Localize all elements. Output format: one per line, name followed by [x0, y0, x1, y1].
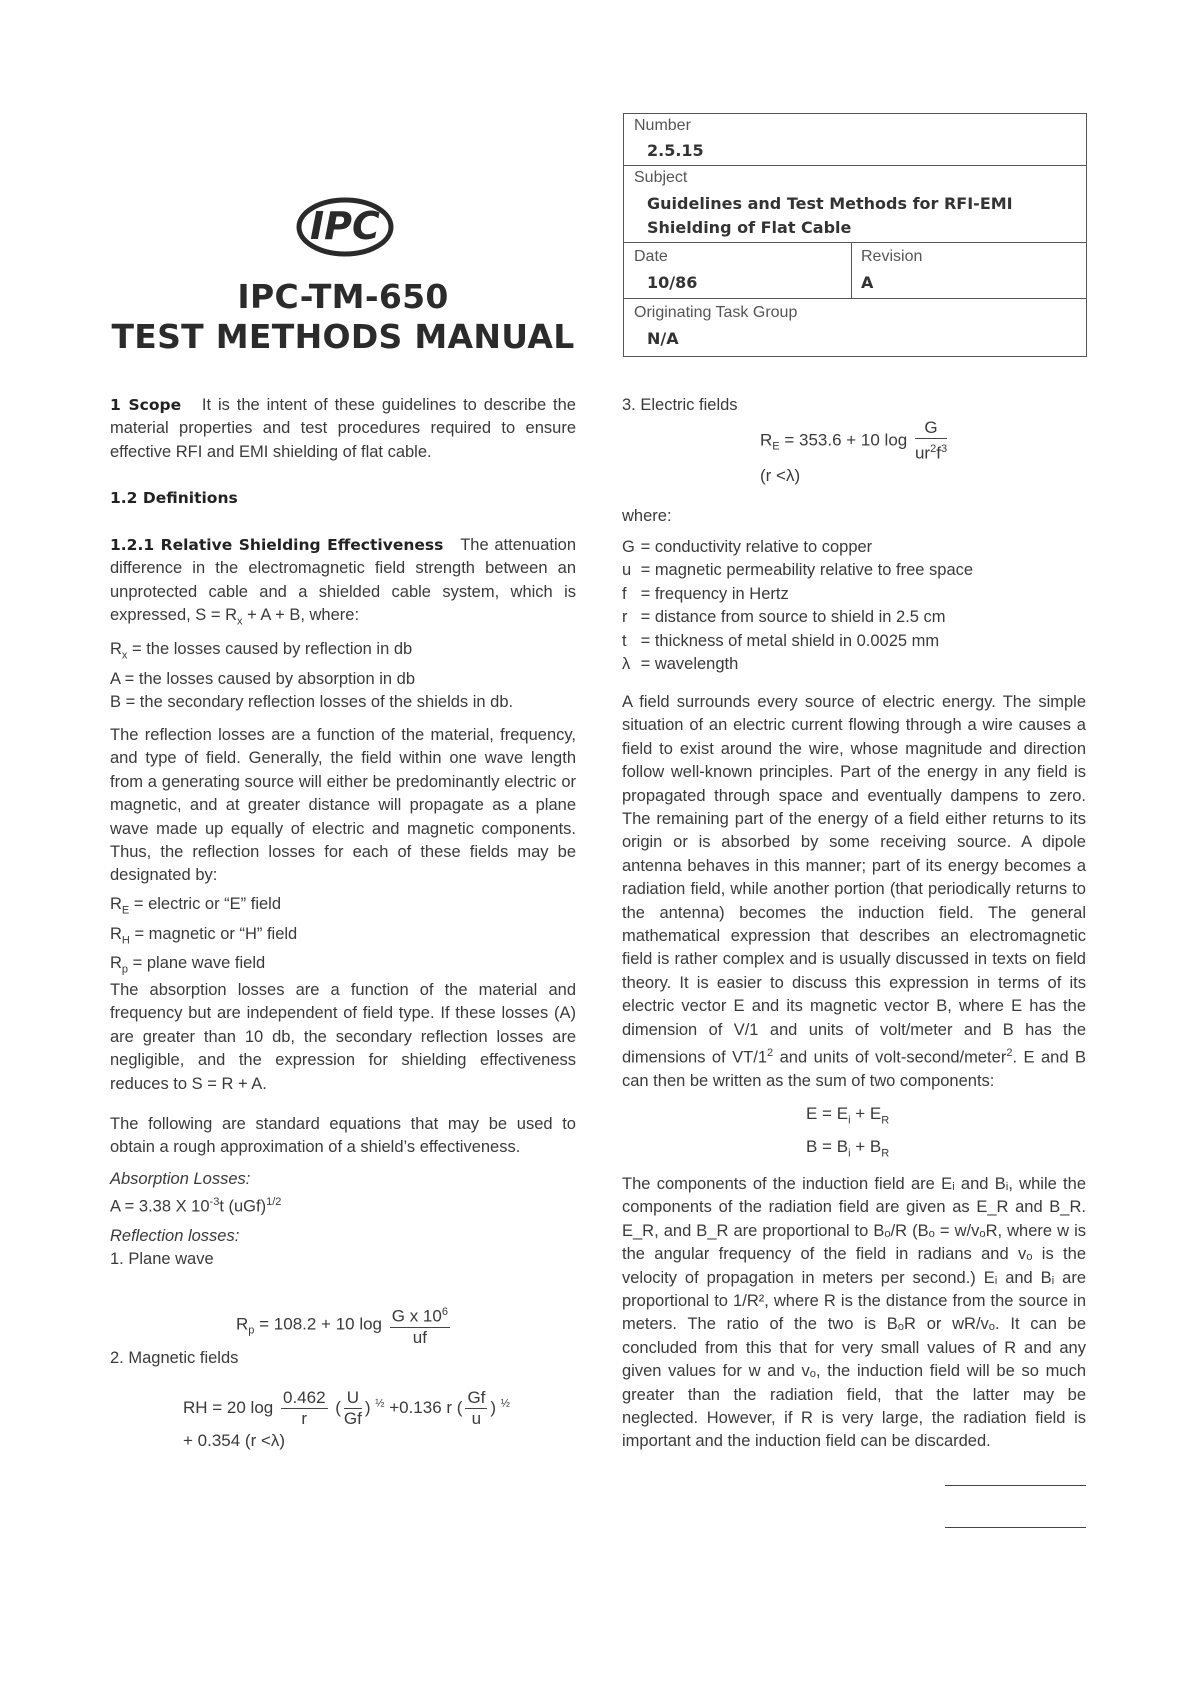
components-paragraph: The components of the induction field are Eᵢ and Bᵢ, while the components of the radiation field are given as E_R and B_R. E_R, and B_R are proportional to Bₒ/R (Bₒ = w/vₒR, where w is the angular frequency of the field in radians and vₒ is the velocity of propagation in meters per second.) Eᵢ and Bᵢ are proportional to 1/R², where R is the distance from the source in meters. The ratio of the two is BₒR or wR/vₒ. It can be concluded from this that for very small values of R and any given values for w and vₒ, the induction field will be so much greater than the radiation field, that the latter may be neglected. However, if R is very large, the radiation field is important and the induction field can be discarded.	[622, 1175, 1086, 1451]
number-label: Number	[634, 117, 691, 134]
title-line-1: IPC-TM-650	[237, 277, 449, 316]
item-magnetic-fields: 2. Magnetic fields	[110, 1349, 239, 1367]
footer-rule-1	[945, 1485, 1086, 1486]
scope-heading: 1 Scope	[110, 396, 182, 414]
item-electric-fields: 3. Electric fields	[622, 396, 738, 414]
subject-value: Guidelines and Test Methods for RFI-EMI Shielding of Flat Cable	[647, 194, 1013, 237]
scope-paragraph	[110, 394, 576, 464]
def-f: f = frequency in Hertz	[622, 584, 789, 603]
item-plane-wave: 1. Plane wave	[110, 1250, 214, 1269]
reflection-block	[110, 1225, 576, 1272]
rse-text-b: + A + B, where:	[242, 606, 360, 625]
def-b: B = the secondary reflection losses of the shields in db.	[110, 693, 514, 712]
def-u: u = magnetic permeability relative to free space	[622, 561, 974, 580]
where-label: where:	[622, 507, 672, 525]
def-rx: $R_x$ = the losses caused by reflection in db	[110, 640, 413, 662]
date-revision-divider	[851, 243, 852, 298]
re-equation: $R_E = 353.6 + 10$ log $\frac{G}{ur^2f^3}$	[760, 418, 948, 463]
date-value: 10/86	[647, 273, 698, 292]
field-designations	[110, 893, 576, 982]
loss-definitions	[110, 638, 576, 715]
def-t: t = thickness of metal shield in 0.0025 mm	[622, 631, 940, 650]
field-paragraph: A field surrounds every source of electric energy. The simple situation of an electric current flowing through a wire causes a field to exist around the wire, whose magnitude and direction follow well-known principles. Part of the energy in any field is propagated through space and eventually dampens to zero. The remaining part of the energy of a field either returns to its origin or is absorbed by some receiving source. A dipole antenna behaves in this manner; part of its energy becomes a radiation field, while another portion (that periodically returns to the antenna) becomes the induction field. The general mathematical expression that describes an electromagnetic field is rather complex and is usually discussed in texts on field theory. It is easier to discuss this expression in terms of its electric vector E and its magnetic vector B, where E has the dimension of V/1 and units of volt/meter and B has the dimensions of $VT/1^2$ and units of volt-second/meter$^2$. E and B can then be written as the sum of two components:	[622, 693, 1086, 1090]
subject-row	[624, 166, 1086, 243]
revision-value: A	[861, 273, 874, 292]
date-row	[624, 243, 1086, 299]
def-re: $R_E$ = electric or “E” field	[110, 895, 282, 917]
date-label: Date	[634, 248, 668, 265]
rse-paragraph	[110, 534, 576, 634]
absorption-block	[110, 1168, 576, 1219]
definitions-heading-block	[110, 487, 576, 510]
def-g: G = conductivity relative to copper	[622, 538, 873, 556]
rp-equation: $R_p = 108.2 + 10$ log $\frac{G x 10^6}{uf}$	[236, 1302, 453, 1348]
def-r: r = distance from source to shield in 2.5 cm	[622, 608, 946, 627]
revision-label: Revision	[861, 248, 923, 265]
rh-equation: RH = 20 log $\frac{0.462}{r}$ ( $\frac{U}{Gf}$ ) $^{\frac{1}{2}}$ +0.136 r ( $\frac{Gf}{u}$ ) $^{\frac{1}{2}}$	[183, 1388, 510, 1428]
task-group-row	[624, 299, 1086, 356]
task-group-value: N/A	[647, 329, 679, 348]
rse-sub: x	[237, 615, 243, 628]
symbol-definitions	[622, 536, 1086, 676]
e-sum-equation: $E = E_i + E_R$	[806, 1104, 890, 1127]
def-rp: $R_p$ = plane wave field	[110, 954, 266, 976]
rh-equation-line2: + 0.354 (r <λ)	[183, 1431, 286, 1450]
reflection-label: Reflection losses:	[110, 1227, 240, 1245]
absorption-equation: A = 3.38 X $10^{-3}t$ (uGf)$^{1/2}$	[110, 1196, 282, 1216]
re-condition: (r <λ)	[760, 466, 801, 485]
absorption-paragraph: The absorption losses are a function of the material and frequency but are independent of field type. If these losses (A) are greater than 10 db, the secondary reflection losses are negligible, and the expression for shielding effectiveness reduces to S = R + A.	[110, 981, 576, 1093]
reflection-paragraph: The reflection losses are a function of the material, frequency, and type of field. Generally, the field within one wave length from a generating source will either be predominantly electric or magnetic, and at greater distance will propagate as a plane wave made up equally of electric and magnetic components. Thus, the reflection losses for each of these fields may be designated by:	[110, 726, 576, 885]
manual-title	[108, 277, 578, 357]
def-rh: $R_H$ = magnetic or “H” field	[110, 924, 298, 946]
equations-paragraph: The following are standard equations that may be used to obtain a rough approximation of a shield’s effectiveness.	[110, 1115, 576, 1157]
def-lambda: λ = wavelength	[622, 655, 739, 674]
scope-text: It is the intent of these guidelines to describe the material properties and test procedures required to ensure effective RFI and EMI shielding of flat cable.	[110, 396, 576, 461]
def-a: A = the losses caused by absorption in db	[110, 669, 415, 688]
footer-rule-2	[945, 1527, 1086, 1528]
info-box	[623, 113, 1087, 357]
absorption-label: Absorption Losses:	[110, 1170, 251, 1188]
title-line-2: TEST METHODS MANUAL	[111, 317, 575, 356]
number-value: 2.5.15	[647, 141, 704, 160]
rse-text-a: The attenuation difference in the electromagnetic field strength between an unprotected cable and a shielded cable system, which is expressed, S = R	[110, 536, 577, 625]
rse-heading: 1.2.1 Relative Shielding Effectiveness	[110, 536, 444, 554]
task-group-label: Originating Task Group	[634, 304, 798, 321]
definitions-heading: 1.2 Definitions	[110, 489, 238, 507]
ipc-logo	[295, 196, 395, 258]
logo-text: IPC	[310, 204, 380, 248]
b-sum-equation: $B = B_i + B_R$	[806, 1137, 890, 1160]
number-row	[624, 114, 1086, 166]
subject-label: Subject	[634, 169, 688, 186]
